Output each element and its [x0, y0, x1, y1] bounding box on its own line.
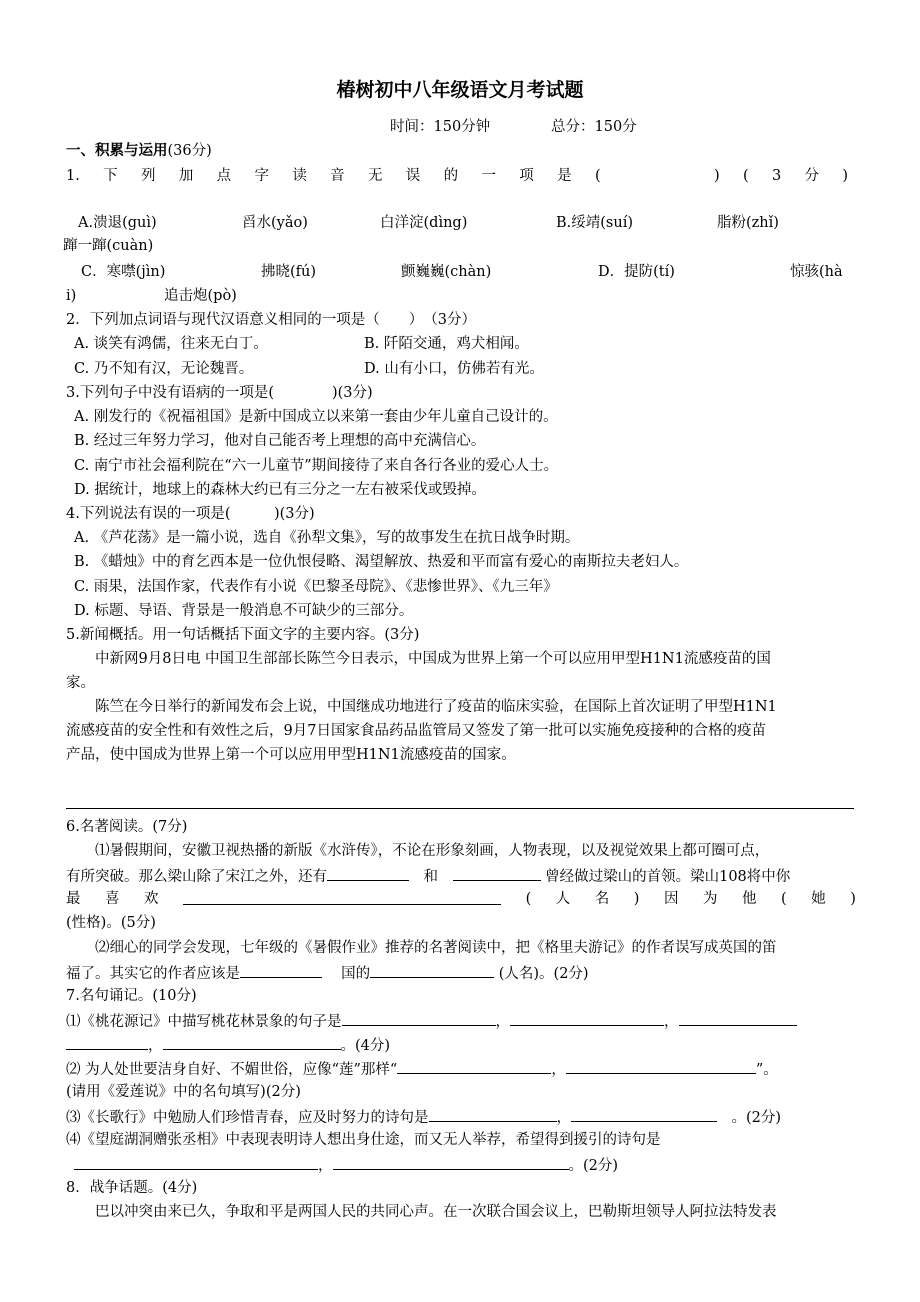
q6-char: (: [781, 891, 787, 907]
q7-blank[interactable]: [342, 1010, 496, 1026]
section-title: 一、积累与运用: [66, 142, 168, 159]
q1-char: 读: [292, 168, 307, 184]
q6-text: (人名)。(2分): [498, 966, 589, 982]
q7-sep: ，: [495, 1014, 510, 1030]
q6-text: 国的: [341, 966, 371, 982]
q5-passage-line: 陈竺在今日举行的新闻发布会上说，中国继成功地进行了疫苗的临床实验，在国际上首次证明了甲型H1N1: [95, 699, 777, 715]
section-score: (36分): [167, 143, 212, 159]
q1-char: 分: [804, 168, 819, 184]
q6-blank-author[interactable]: [370, 962, 494, 978]
q2-option-c: C. 乃不知有汉，无论魏晋。: [74, 361, 254, 377]
q6-char: ): [850, 891, 856, 907]
q6-char: 她: [811, 891, 826, 907]
q6-char: 为: [702, 891, 718, 907]
q1-char: (: [594, 168, 601, 184]
q1-option-d: D．提防(tí): [598, 264, 675, 280]
q1-stem: [66, 166, 848, 186]
q1-option-b2: 脂粉(zhǐ): [717, 215, 779, 231]
q1-option-a: A.溃退(guì): [78, 215, 157, 231]
q1-char: 1.: [66, 168, 80, 184]
q1-option-c3: 颤巍巍(chàn): [401, 264, 492, 280]
q3-option-a: A. 刚发行的《祝福祖国》是新中国成立以来第一套由少年儿童自己设计的。: [74, 409, 558, 425]
section-heading: [66, 141, 212, 161]
q6-char: (: [525, 891, 532, 907]
q7-text: 。(4分): [340, 1038, 391, 1054]
q7-blank[interactable]: [66, 1034, 148, 1050]
q1-option-b: B.绥靖(suí): [556, 215, 633, 231]
q5-passage-line: 家。: [66, 675, 95, 691]
q6-line-spread: [66, 889, 856, 909]
q7-stem: 7.名句诵记。(10分): [66, 988, 197, 1004]
q7-blank[interactable]: [429, 1106, 557, 1122]
q1-option-c: C．寒噤(jìn): [81, 264, 166, 280]
q6-char: 因: [663, 891, 679, 907]
q7-line: [66, 1010, 797, 1032]
q1-char: 无: [367, 168, 383, 184]
q1-option-d4: 追击炮(pò): [164, 288, 237, 304]
q7-blank[interactable]: [679, 1010, 797, 1026]
q1-option-a2: 舀水(yǎo): [242, 215, 308, 231]
q1-char: 加: [178, 168, 194, 184]
q6-text: ⑴暑假期间，安徽卫视热播的新版《水浒传》，不论在形象刻画，人物表现，以及视觉效果上都可圈可点，: [95, 843, 770, 859]
q7-line: [66, 1106, 781, 1128]
q7-text: ⑶《长歌行》中勉励人们珍惜青春，应及时努力的诗句是: [66, 1110, 429, 1126]
q2-stem: 2．下列加点词语与现代汉语意义相同的一项是（ ） （3分）: [66, 312, 476, 328]
q4-option-c: C. 雨果，法国作家，代表作有小说《巴黎圣母院》、《悲惨世界》、《九三年》: [74, 579, 558, 595]
q3-option-c: C. 南宁市社会福利院在“六一儿童节”期间接待了来自各行各业的爱心人士。: [74, 458, 559, 474]
q5-passage-line: 流感疫苗的安全性和有效性之后，9月7日国家食品药品监管局又签发了第一批可以实施免疫接种的合格的疫苗: [66, 723, 766, 739]
q6-char: ): [633, 891, 640, 907]
q7-line: [74, 1154, 618, 1176]
q1-char: 项: [519, 168, 534, 184]
q3-stem: 3.下列句子中没有语病的一项是( )(3分): [66, 385, 373, 401]
q6-text: (性格)。(5分): [66, 915, 156, 931]
exam-title: 椿树初中八年级语文月考试题: [336, 79, 584, 101]
q6-line: [66, 962, 589, 984]
q1-char: 下: [103, 168, 118, 184]
q6-stem: 6.名著阅读。(7分): [66, 819, 188, 835]
q6-char: 人: [555, 891, 571, 907]
q6-blank-country[interactable]: [240, 962, 322, 978]
q1-option-b3: 蹿一蹿(cuàn): [63, 238, 154, 254]
q7-line: [66, 1034, 390, 1056]
q7-blank[interactable]: [74, 1154, 318, 1170]
q6-char: 名: [594, 891, 610, 907]
q7-sep: ，: [664, 1014, 679, 1030]
q1-char: 误: [405, 168, 421, 184]
q4-option-a: A. 《芦花荡》是一篇小说，选自《孙犁文集》，写的故事发生在抗日战争时期。: [74, 530, 580, 546]
q6-text: 和: [423, 869, 438, 885]
q6-char: 喜: [105, 891, 120, 907]
q6-char: 欢: [144, 891, 159, 907]
q7-sep: ，: [551, 1062, 566, 1078]
q4-option-b: B. 《蜡烛》中的育乞西本是一位仇恨侵略、渴望解放、热爱和平而富有爱心的南斯拉夫老妇人。: [74, 554, 689, 570]
q5-stem: 5.新闻概括。用一句话概括下面文字的主要内容。(3分): [66, 627, 420, 643]
q1-char: 的: [443, 168, 459, 184]
q1-char: 3: [771, 168, 782, 184]
q6-text: 福了。其实它的作者应该是: [66, 966, 240, 982]
q7-sep: ，: [556, 1110, 571, 1126]
q7-blank[interactable]: [566, 1058, 756, 1074]
q7-text: ”。: [755, 1062, 778, 1078]
q6-char: 他: [742, 891, 757, 907]
q8-passage-line: 巴以冲突由来已久，争取和平是两国人民的共同心声。在一次联合国会议上，巴勒斯坦领导人阿拉法特发表: [95, 1204, 777, 1220]
q1-char: 字: [254, 168, 269, 184]
q1-option-c2: 拂晓(fú): [261, 264, 317, 280]
q7-blank[interactable]: [397, 1058, 551, 1074]
q1-char: 是: [557, 168, 572, 184]
q7-text: ⑴《桃花源记》中描写桃花林景象的句子是: [66, 1014, 342, 1030]
q7-text: (请用《爱莲说》中的名句填写)(2分): [66, 1084, 301, 1100]
q5-answer-line[interactable]: [66, 808, 854, 809]
q6-blank-favorite[interactable]: [183, 889, 501, 905]
q1-option-d3: i): [66, 288, 77, 304]
q1-char: 音: [330, 168, 345, 184]
q7-sep: ，: [318, 1158, 333, 1174]
q7-text: 。(2分): [731, 1110, 782, 1126]
q6-text: 有所突破。那么梁山除了宋江之外，还有: [66, 869, 327, 885]
q8-stem: 8．战争话题。(4分): [66, 1180, 198, 1196]
exam-total-score: 总分：150分: [551, 119, 637, 135]
q5-passage-line: 中新网9月8日电 中国卫生部部长陈竺今日表示，中国成为世界上第一个可以应用甲型H1N1流感疫苗的国: [95, 651, 771, 667]
q7-text: ⑷《望庭湖洞赠张丞相》中表现表明诗人想出身仕途，而又无人举荐，希望得到援引的诗句是: [66, 1132, 661, 1148]
q6-text: ⑵细心的同学会发现，七年级的《暑假作业》推荐的名著阅读中，把《格里夫游记》的作者误写成英国的笛: [95, 940, 777, 956]
q6-blank-leader2[interactable]: [453, 865, 541, 881]
q7-blank[interactable]: [333, 1154, 569, 1170]
q7-text: 。(2分): [568, 1158, 619, 1174]
q1-option-d2: 惊骇(hà: [790, 264, 843, 280]
q6-char: 最: [66, 891, 81, 907]
q1-option-a3: 白洋淀(dìng): [380, 215, 468, 231]
q2-option-a: A. 谈笑有鸿儒，往来无白丁。: [74, 336, 268, 352]
q1-char: (: [742, 168, 749, 184]
q1-char: 列: [141, 168, 156, 184]
q7-blank[interactable]: [571, 1106, 717, 1122]
q6-line: [66, 865, 790, 887]
q2-option-d: D. 山有小口，仿佛若有光。: [364, 361, 544, 377]
q6-blank-leader1[interactable]: [327, 865, 409, 881]
q6-text: 曾经做过梁山的首领。梁山108将中你: [545, 869, 791, 885]
q1-char: ): [713, 168, 720, 184]
q5-passage-line: 产品，使中国成为世界上第一个可以应用甲型H1N1流感疫苗的国家。: [66, 747, 516, 763]
q1-char: 一: [481, 168, 496, 184]
q3-option-d: D. 据统计，地球上的森林大约已有三分之一左右被采伐或毁掉。: [74, 482, 486, 498]
q1-char: ): [842, 168, 848, 184]
q7-blank[interactable]: [163, 1034, 341, 1050]
q7-blank[interactable]: [510, 1010, 664, 1026]
q3-option-b: B. 经过三年努力学习，他对自己能否考上理想的高中充满信心。: [74, 433, 486, 449]
q1-char: 点: [216, 168, 232, 184]
q7-line: [66, 1058, 778, 1080]
q7-text: ⑵ 为人处世要洁身自好、不媚世俗，应像“莲”那样“: [66, 1062, 398, 1078]
q4-stem: 4.下列说法有误的一项是( )(3分): [66, 506, 315, 522]
q7-sep: ，: [148, 1038, 163, 1054]
q2-option-b: B. 阡陌交通，鸡犬相闻。: [364, 336, 529, 352]
exam-time: 时间：150分钟: [390, 119, 491, 135]
q4-option-d: D. 标题、导语、背景是一般消息不可缺少的三部分。: [74, 603, 414, 619]
